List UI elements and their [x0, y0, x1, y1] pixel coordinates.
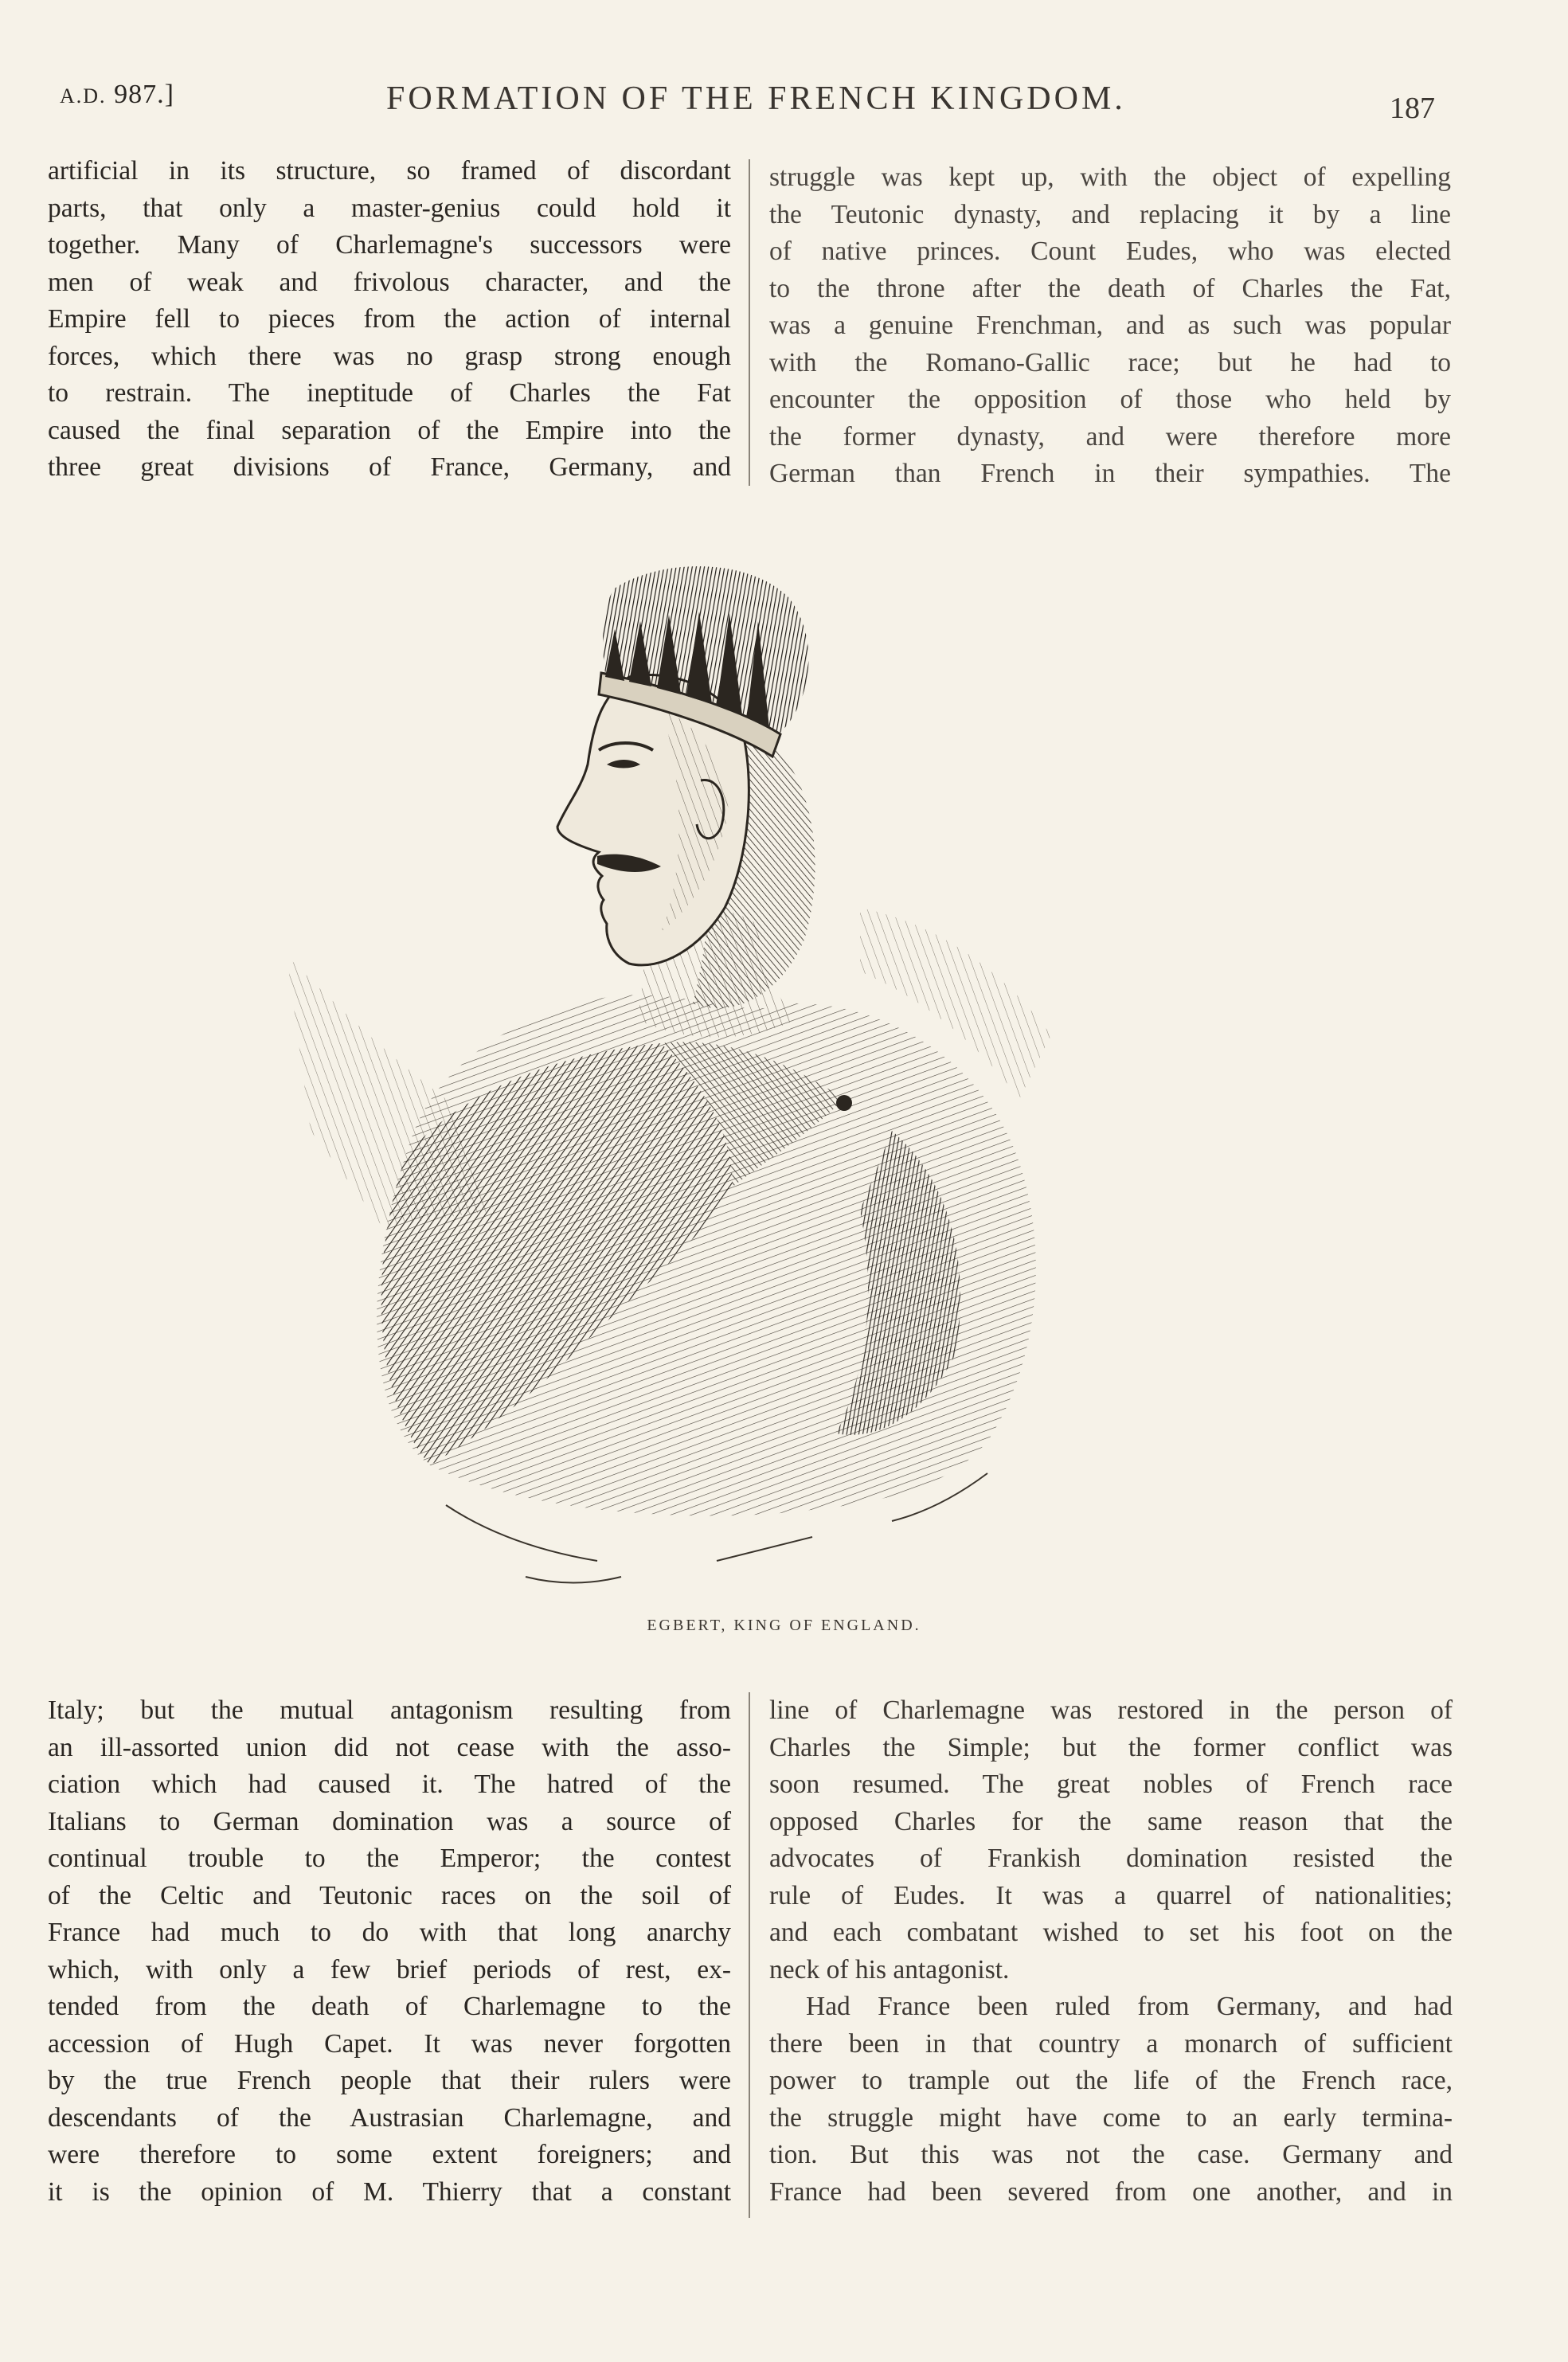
header-date [60, 80, 174, 110]
text-line: Italy; but the mutual antagonism resulting from [48, 1695, 731, 1725]
text-line: caused the final separation of the Empire into the [48, 415, 731, 445]
text-line: three great divisions of France, Germany, and [48, 452, 731, 482]
text-line: which, with only a few brief periods of rest, ex- [48, 1954, 731, 1985]
text-line [769, 1989, 1453, 2026]
paragraph [48, 1692, 731, 2211]
paragraph [769, 1989, 1453, 2211]
text-line: accession of Hugh Capet. It was never forgotten [48, 2028, 731, 2059]
portrait-engraving [287, 526, 1218, 1617]
text-line: were therefore to some extent foreigners; and [48, 2140, 731, 2169]
page-number: 187 [1390, 92, 1435, 125]
text-line: line of Charlemagne was restored in the person of [769, 1695, 1453, 1725]
column-divider-bottom [749, 1692, 750, 2218]
text-line: struggle was kept up, with the object of expelling [769, 162, 1451, 192]
text-column-bottom-right [769, 1692, 1453, 2211]
text-line: forces, which there was no grasp strong enough [48, 341, 731, 371]
text-line: Charles the Simple; but the former conflict was [769, 1732, 1453, 1762]
column-divider-top [749, 159, 750, 486]
text-line: of the Celtic and Teutonic races on the soil of [48, 1880, 731, 1910]
paragraph [769, 159, 1451, 493]
text-line: France had been severed from one another, and in [769, 2176, 1453, 2207]
text-line: to the throne after the death of Charles the Fat, [769, 273, 1451, 303]
text-line: it is the opinion of M. Thierry that a constant [48, 2176, 731, 2207]
header-ad-label: A.D. [60, 84, 107, 108]
text-line: tion. But this was not the case. Germany and [769, 2140, 1453, 2169]
text-line: there been in that country a monarch of sufficient [769, 2028, 1453, 2059]
text-line: to restrain. The ineptitude of Charles the Fat [48, 378, 731, 408]
text-column-top-right [769, 159, 1451, 493]
text-column-bottom-left [48, 1692, 731, 2211]
text-column-top-left [48, 153, 731, 487]
text-line: the Teutonic dynasty, and replacing it by a line [769, 199, 1451, 229]
header-title: FORMATION OF THE FRENCH KINGDOM. [386, 80, 1126, 117]
text-line: encounter the opposition of those who held by [769, 385, 1451, 414]
text-line: men of weak and frivolous character, and the [48, 267, 731, 297]
text-line: the struggle might have come to an early termina- [769, 2102, 1453, 2133]
text-line: continual trouble to the Emperor; the contest [48, 1844, 731, 1873]
header-year: 987.] [114, 80, 174, 109]
text-line: German than French in their sympathies. The [769, 459, 1451, 488]
text-line: Empire fell to pieces from the action of internal [48, 304, 731, 334]
text-line: power to trample out the life of the French race, [769, 2066, 1453, 2095]
text-line: Italians to German domination was a source of [48, 1806, 731, 1836]
paragraph [48, 153, 731, 487]
shoulder-clasp [836, 1095, 852, 1111]
text-line: descendants of the Austrasian Charlemagne, and [48, 2102, 731, 2133]
text-line-content: Had France been ruled from Germany, and had [806, 1992, 1453, 2021]
text-line: advocates of Frankish domination resisted the [769, 1844, 1453, 1873]
text-line: neck of his antagonist. [769, 1954, 1010, 1985]
figure-caption: EGBERT, KING OF ENGLAND. [647, 1617, 921, 1634]
text-line: of native princes. Count Eudes, who was elected [769, 237, 1451, 266]
text-line: together. Many of Charlemagne's successors were [48, 230, 731, 260]
text-line: parts, that only a master-genius could hold it [48, 193, 731, 223]
text-line: an ill-assorted union did not cease with the asso- [48, 1732, 731, 1762]
text-line: rule of Eudes. It was a quarrel of nationalities; [769, 1880, 1453, 1910]
text-line: France had much to do with that long anarchy [48, 1918, 731, 1947]
text-line: and each combatant wished to set his foot on the [769, 1918, 1453, 1947]
text-line: soon resumed. The great nobles of French race [769, 1770, 1453, 1799]
text-line: with the Romano-Gallic race; but he had to [769, 347, 1451, 377]
text-line: tended from the death of Charlemagne to the [48, 1992, 731, 2021]
text-line: was a genuine Frenchman, and as such was popular [769, 311, 1451, 340]
text-line: opposed Charles for the same reason that the [769, 1806, 1453, 1836]
running-header [0, 80, 1568, 127]
text-line: ciation which had caused it. The hatred of the [48, 1770, 731, 1799]
text-line: the former dynasty, and were therefore more [769, 421, 1451, 452]
text-line: by the true French people that their rulers were [48, 2066, 731, 2095]
text-line: artificial in its structure, so framed of discordant [48, 156, 731, 186]
paragraph [769, 1692, 1453, 1989]
